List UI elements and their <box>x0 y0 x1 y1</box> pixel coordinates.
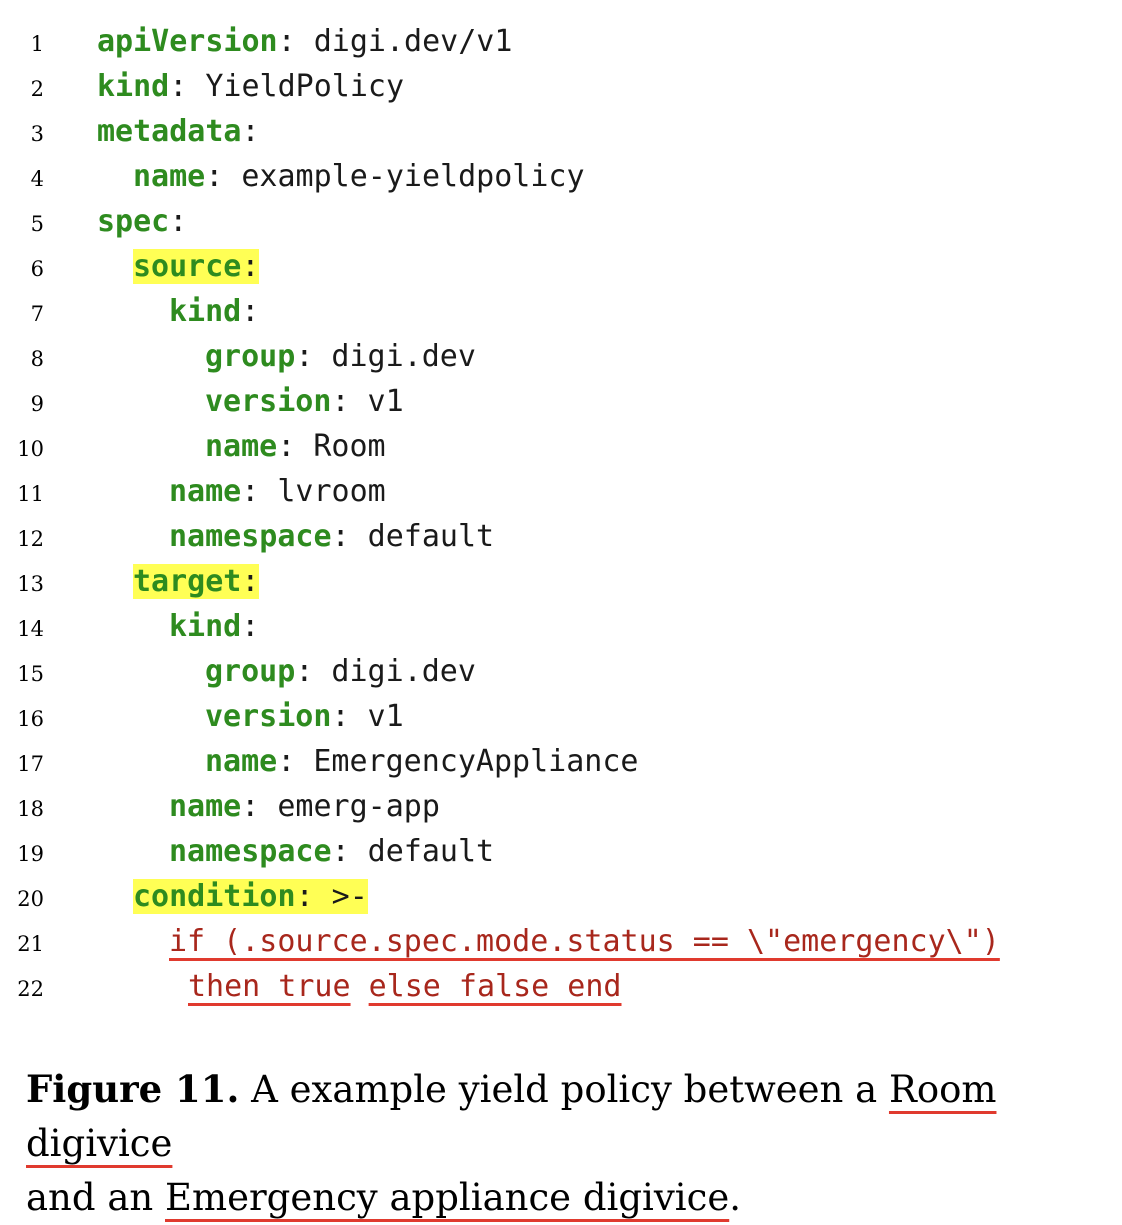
key-separator: : <box>295 339 314 374</box>
key-separator: : <box>295 654 314 689</box>
yaml-value: emerg-app <box>259 789 440 824</box>
line-number: 1 <box>30 32 44 56</box>
yaml-key <box>169 609 259 644</box>
condition-part: else false end <box>368 969 622 1004</box>
key-name: condition <box>133 879 296 914</box>
key-separator: : <box>331 519 350 554</box>
yaml-value: EmergencyAppliance <box>295 744 639 779</box>
caption-text: and an <box>26 1176 165 1219</box>
key-name: name <box>205 744 278 779</box>
code-line <box>0 830 1122 875</box>
code-line <box>0 65 1122 110</box>
code-text <box>133 249 259 285</box>
condition-gap <box>351 969 369 1004</box>
yaml-key <box>97 69 187 104</box>
code-line <box>0 650 1122 695</box>
code-line <box>0 515 1122 560</box>
code-line <box>0 290 1122 335</box>
code-text <box>205 384 404 420</box>
code-text <box>169 789 440 825</box>
key-name: namespace <box>169 834 332 869</box>
code-text <box>97 69 404 105</box>
yaml-value: lvroom <box>259 474 386 509</box>
key-name: group <box>205 339 296 374</box>
code-line <box>0 335 1122 380</box>
yaml-value: default <box>349 519 495 554</box>
figure-label: Figure 11. <box>26 1067 240 1111</box>
code-line <box>0 200 1122 245</box>
line-number: 6 <box>30 257 44 281</box>
line-number: 22 <box>17 977 44 1001</box>
key-name: kind <box>169 294 242 329</box>
key-name: name <box>169 789 242 824</box>
yaml-value: v1 <box>349 699 404 734</box>
key-separator: : <box>241 609 260 644</box>
line-number: 15 <box>17 662 44 686</box>
code-text <box>97 24 512 60</box>
yaml-value: default <box>349 834 495 869</box>
line-number: 8 <box>30 347 44 371</box>
line-number: 20 <box>17 887 44 911</box>
yaml-value: example-yieldpolicy <box>223 159 585 194</box>
condition-expression <box>188 969 622 1005</box>
key-separator: : <box>277 24 296 59</box>
key-name: version <box>205 699 332 734</box>
key-separator: : <box>241 114 260 149</box>
highlighted-key <box>133 249 259 284</box>
code-text <box>169 519 494 555</box>
key-separator: : <box>241 294 260 329</box>
key-separator: : <box>169 69 188 104</box>
code-text <box>205 744 638 780</box>
code-line <box>0 740 1122 785</box>
key-name: group <box>205 654 296 689</box>
code-line <box>0 425 1122 470</box>
highlighted-key <box>133 564 259 599</box>
figure-caption <box>26 1062 1116 1225</box>
yaml-key <box>169 789 259 824</box>
yaml-key <box>169 519 350 554</box>
key-separator: : <box>277 744 296 779</box>
code-listing <box>0 20 1122 1010</box>
line-number: 14 <box>17 617 44 641</box>
code-line <box>0 20 1122 65</box>
line-number: 10 <box>17 437 44 461</box>
code-line <box>0 155 1122 200</box>
key-name: name <box>205 429 278 464</box>
key-separator: : <box>331 834 350 869</box>
yaml-key <box>97 114 260 149</box>
code-line <box>0 470 1122 515</box>
yaml-value: YieldPolicy <box>187 69 405 104</box>
key-name: namespace <box>169 519 332 554</box>
yaml-key <box>205 384 350 419</box>
code-text <box>205 654 476 690</box>
key-name: target <box>133 564 242 599</box>
line-number: 16 <box>17 707 44 731</box>
key-separator: : <box>241 249 260 284</box>
code-line <box>0 965 1122 1010</box>
code-line <box>0 245 1122 290</box>
code-line <box>0 380 1122 425</box>
key-name: kind <box>97 69 170 104</box>
line-number: 11 <box>17 482 44 506</box>
code-text <box>169 609 259 645</box>
highlighted-key <box>133 879 368 914</box>
key-name: spec <box>97 204 170 239</box>
key-name: kind <box>169 609 242 644</box>
code-text <box>205 339 476 375</box>
code-text <box>169 294 259 330</box>
yaml-key <box>205 339 313 374</box>
yaml-key <box>97 204 187 239</box>
code-line <box>0 605 1122 650</box>
code-text <box>205 429 386 465</box>
code-text <box>133 159 585 195</box>
code-line <box>0 920 1122 965</box>
yaml-key <box>169 834 350 869</box>
key-separator: : <box>331 384 350 419</box>
yaml-key <box>205 744 295 779</box>
line-number: 19 <box>17 842 44 866</box>
code-text <box>97 114 260 150</box>
yaml-key <box>97 24 296 59</box>
key-separator: : >- <box>295 879 368 914</box>
condition-part: then true <box>188 969 351 1004</box>
key-separator: : <box>331 699 350 734</box>
code-line <box>0 785 1122 830</box>
yaml-key <box>205 654 313 689</box>
caption-room-digivice: Room digivice <box>26 1068 997 1165</box>
yaml-key <box>133 159 223 194</box>
key-name: apiVersion <box>97 24 278 59</box>
line-number: 12 <box>17 527 44 551</box>
caption-text: . <box>729 1176 741 1219</box>
code-line <box>0 875 1122 920</box>
caption-text: A example yield policy between a <box>239 1068 889 1111</box>
yaml-key <box>205 699 350 734</box>
key-separator: : <box>205 159 224 194</box>
condition-expression <box>169 924 1000 960</box>
line-number: 3 <box>30 122 44 146</box>
key-separator: : <box>277 429 296 464</box>
code-text <box>205 699 404 735</box>
key-name: metadata <box>97 114 242 149</box>
caption-emergency-digivice: Emergency appliance digivice <box>165 1176 730 1219</box>
key-separator: : <box>241 564 260 599</box>
line-number: 21 <box>17 932 44 956</box>
code-line <box>0 560 1122 605</box>
yaml-value: Room <box>295 429 386 464</box>
yaml-value: v1 <box>349 384 404 419</box>
line-number: 2 <box>30 77 44 101</box>
key-name: name <box>133 159 206 194</box>
yaml-value: digi.dev <box>313 654 476 689</box>
key-name: name <box>169 474 242 509</box>
code-text <box>133 879 368 915</box>
yaml-key <box>169 294 259 329</box>
code-text <box>169 834 494 870</box>
line-number: 7 <box>30 302 44 326</box>
key-name: version <box>205 384 332 419</box>
code-text <box>133 564 259 600</box>
yaml-value: digi.dev/v1 <box>295 24 513 59</box>
yaml-key <box>169 474 259 509</box>
key-separator: : <box>241 474 260 509</box>
line-number: 5 <box>30 212 44 236</box>
yaml-value: digi.dev <box>313 339 476 374</box>
line-number: 13 <box>17 572 44 596</box>
line-number: 18 <box>17 797 44 821</box>
line-number: 9 <box>30 392 44 416</box>
key-separator: : <box>169 204 188 239</box>
code-line <box>0 110 1122 155</box>
yaml-key <box>205 429 295 464</box>
code-text <box>169 474 386 510</box>
line-number: 17 <box>17 752 44 776</box>
condition-part: if (.source.spec.mode.status == \"emergency\") <box>169 924 1000 959</box>
code-text <box>97 204 187 240</box>
line-number: 4 <box>30 167 44 191</box>
key-separator: : <box>241 789 260 824</box>
key-name: source <box>133 249 242 284</box>
code-line <box>0 695 1122 740</box>
